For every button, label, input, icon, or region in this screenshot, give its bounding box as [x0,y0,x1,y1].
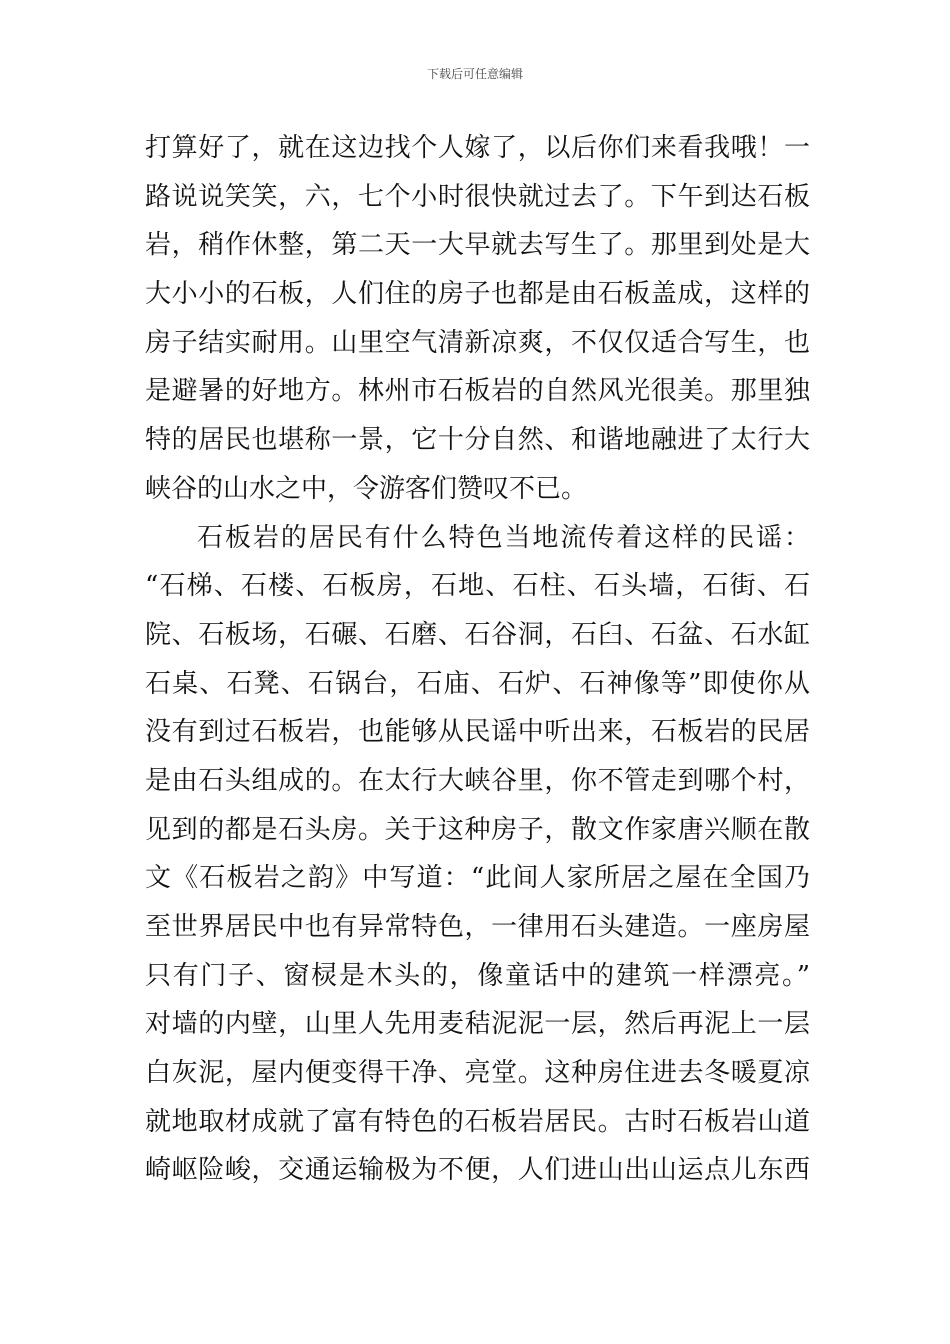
text-line: 只有门子、窗棂是木头的，像童话中的建筑一样漂亮。” [145,960,810,991]
text-line: 是由石头组成的。在太行大峡谷里，你不管走到哪个村， [145,765,810,796]
text-line: 路说说笑笑，六，七个小时很快就过去了。下午到达石板 [145,181,810,212]
text-line: 见到的都是石头房。关于这种房子，散文作家唐兴顺在散 [145,814,810,845]
text-line: 对墙的内壁，山里人先用麦秸泥泥一层，然后再泥上一层 [145,1009,810,1040]
paragraph-2 [145,514,810,1196]
text-line: 崎岖险峻，交通运输极为不便，人们进山出山运点儿东西 [145,1155,810,1186]
paragraph-1 [145,124,810,514]
text-line: 峡谷的山水之中，令游客们赞叹不已。 [145,473,588,504]
text-line: 石板岩的居民有什么特色当地流传着这样的民谣： [197,522,810,553]
text-line: 没有到过石板岩，也能够从民谣中听出来，石板岩的民居 [145,717,810,748]
text-line: 打算好了，就在这边找个人嫁了，以后你们来看我哦！一 [145,133,810,163]
text-line: 是避暑的好地方。林州市石板岩的自然风光很美。那里独 [145,376,810,407]
text-line: 就地取材成就了富有特色的石板岩居民。古时石板岩山道 [145,1106,810,1137]
text-line: 石桌、石凳、石锅台，石庙、石炉、石神像等”即使你从 [145,668,810,699]
text-line: 院、石板场，石碾、石磨、石谷洞，石臼、石盆、石水缸 [145,619,810,650]
page-header: 下载后可任意编辑 [426,67,523,81]
text-line: 岩，稍作休整，第二天一大早就去写生了。那里到处是大 [145,230,810,261]
text-line: 特的居民也堪称一景，它十分自然、和谐地融进了太行大 [145,425,810,456]
text-line: 房子结实耐用。山里空气清新凉爽，不仅仅适合写生，也 [145,327,810,358]
text-line: 大小小的石板，人们住的房子也都是由石板盖成，这样的 [145,279,810,310]
text-line: 白灰泥，屋内便变得干净、亮堂。这种房住进去冬暖夏凉 [145,1058,810,1089]
body-text [145,124,810,1195]
text-line: “石梯、石楼、石板房，石地、石柱、石头墙，石街、石 [145,571,810,602]
text-line: 文《石板岩之韵》中写道：“此间人家所居之屋在全国乃 [145,863,810,894]
text-line: 至世界居民中也有异常特色，一律用石头建造。一座房屋 [145,912,810,942]
